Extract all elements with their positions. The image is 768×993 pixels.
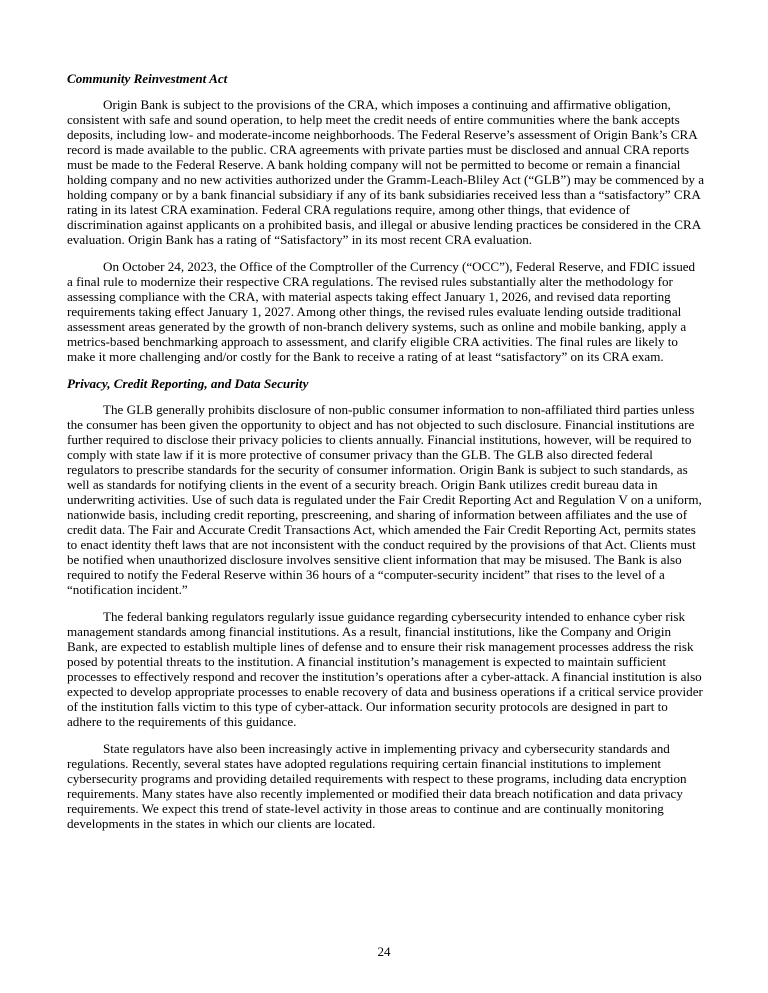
page-number: 24 <box>377 944 391 959</box>
paragraph-cra-overview: Origin Bank is subject to the provisions of the CRA, which imposes a continuing and affirmative obligation, consistent with safe and sound operation, to help meet the credit needs of entire communities where the bank accepts deposits, including low- and moderate-income neighborhoods. The Federal Reserve’s assessment of Origin Bank’s CRA record is made available to the public. CRA agreements with private parties must be disclosed and annual CRA reports must be made to the Federal Reserve. A bank holding company will not be permitted to become or remain a financial holding company and no new activities authorized under the Gramm-Leach-Bliley Act (“GLB”) may be commenced by a holding company or by a bank financial subsidiary if any of its bank subsidiaries received less than a “satisfactory” CRA rating in its latest CRA examination. Federal CRA regulations require, among other things, that evidence of discrimination against applicants on a prohibited basis, and illegal or abusive lending practices be considered in the CRA evaluation. Origin Bank has a rating of “Satisfactory” in its most recent CRA evaluation. <box>67 97 705 247</box>
paragraph-cybersecurity-guidance: The federal banking regulators regularly issue guidance regarding cybersecurity intended to enhance cyber risk management standards among financial institutions. As a result, financial institutions, like the Company and Origin Bank, are expected to establish multiple lines of defense and to ensure their risk management processes address the risk posed by potential threats to the institution. A financial institution’s management is expected to maintain sufficient processes to effectively respond and recover the institution’s operations after a cyber-attack. A financial institution is also expected to develop appropriate processes to enable recovery of data and business operations if a critical service provider of the institution falls victim to this type of cyber-attack. Our information security protocols are designed in part to adhere to the requirements of this guidance. <box>67 609 703 729</box>
paragraph-cra-final-rule: On October 24, 2023, the Office of the Comptroller of the Currency (“OCC”), Federal Reserve, and FDIC issued a final rule to modernize their respective CRA regulations. The revised rules substantially alter the methodology for assessing compliance with the CRA, with material aspects taking effect January 1, 2026, and revised data reporting requirements taking effect January 1, 2027. Among other things, the revised rules evaluate lending outside traditional assessment areas generated by the growth of non-branch delivery systems, such as online and mobile banking, apply a metrics-based benchmarking approach to assessment, and clarify eligible CRA activities. The final rules are likely to make it more challenging and/or costly for the Bank to receive a rating of at least “satisfactory” on its CRA exam. <box>67 259 696 364</box>
paragraph-state-regulators: State regulators have also been increasingly active in implementing privacy and cybersecurity standards and regulations. Recently, several states have adopted regulations requiring certain financial institutions to implement cybersecurity programs and providing detailed requirements with respect to these programs, including data encryption requirements. Many states have also recently implemented or modified their data breach notification and data privacy requirements. We expect this trend of state-level activity in those areas to continue and are continually monitoring developments in the states in which our clients are located. <box>67 741 687 831</box>
paragraph-glb-privacy: The GLB generally prohibits disclosure of non-public consumer information to non-affiliated third parties unless the consumer has been given the opportunity to object and has not objected to such disclosure. Financial institutions are further required to disclose their privacy policies to clients annually. Financial institutions, however, will be required to comply with state law if it is more protective of consumer privacy than the GLB. The GLB also directed federal regulators to prescribe standards for the security of consumer information. Origin Bank is subject to such standards, as well as standards for notifying clients in the event of a security breach. Origin Bank utilizes credit bureau data in underwriting activities. Use of such data is regulated under the Fair Credit Reporting Act and Regulation V on a uniform, nationwide basis, including credit reporting, prescreening, and sharing of information between affiliates and the use of credit data. The Fair and Accurate Credit Transactions Act, which amended the Fair Credit Reporting Act, permits states to enact identity theft laws that are not inconsistent with the conduct required by the provisions of that Act. Clients must be notified when unauthorized disclosure involves sensitive client information that may be misused. The Bank is also required to notify the Federal Reserve within 36 hours of a “computer-security incident” that rises to the level of a “notification incident.” <box>67 402 702 597</box>
heading-privacy-credit-reporting-data-security: Privacy, Credit Reporting, and Data Security <box>67 376 309 391</box>
document-content <box>67 71 704 843</box>
heading-community-reinvestment-act: Community Reinvestment Act <box>67 71 228 86</box>
